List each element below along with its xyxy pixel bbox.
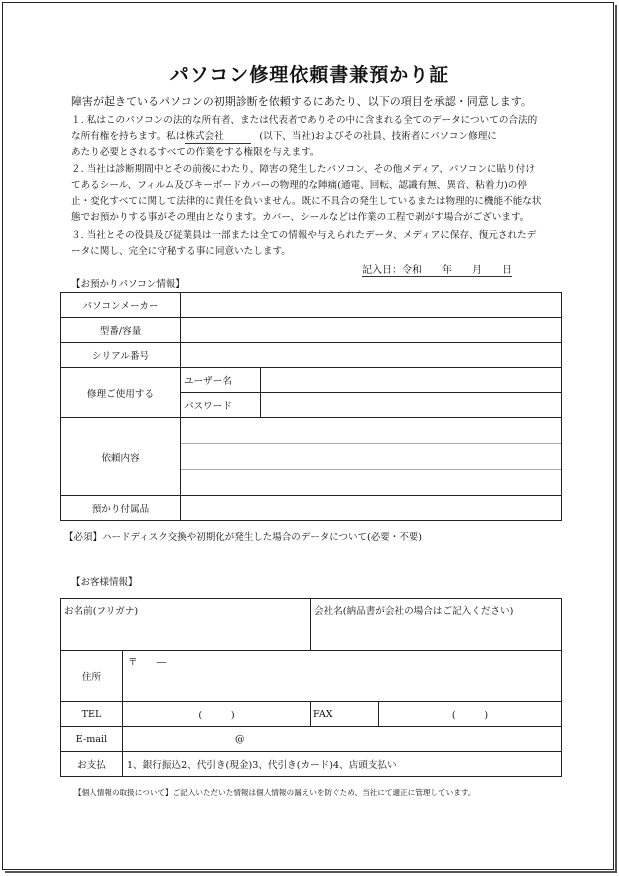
accessories-field[interactable] <box>181 496 562 521</box>
request-field[interactable] <box>181 418 562 496</box>
company-prefix: 株式会社 <box>185 131 224 142</box>
pc-section-heading: 【お預かりパソコン情報】 <box>71 279 185 290</box>
company-field[interactable] <box>311 599 562 651</box>
email-label: E-mail <box>61 727 123 752</box>
fax-format: ( ) <box>451 710 489 721</box>
payment-label: お支払 <box>61 752 123 777</box>
name-label: お名前(フリガナ) <box>64 606 139 617</box>
name-field[interactable] <box>61 599 311 651</box>
payment-field[interactable] <box>123 752 562 777</box>
clause1-line2-a: な所有権を持ちます。私は <box>71 131 186 142</box>
request-line-2 <box>181 469 561 470</box>
company-label: 会社名(納品書が会社の場合はご記入ください) <box>314 606 514 617</box>
clause2-line4: 態でお預かりする事がその理由となります。カバー、シールなどは作業の工程で剥がす場合がございます。 <box>71 212 530 223</box>
repair-use-label: 修理ご使用する <box>61 368 181 418</box>
clause2-line3: 止・変化すべてに関して法律的に責任を負いません。既に不具合の発生しているまたは物理的に機能不能な状 <box>71 196 542 207</box>
password-field[interactable] <box>261 393 562 418</box>
username-field[interactable] <box>261 368 562 393</box>
tel-field[interactable] <box>123 702 311 727</box>
request-label: 依頼内容 <box>61 418 181 496</box>
model-label: 型番/容量 <box>61 318 181 343</box>
document-title: パソコン修理依頼書兼預かり証 <box>169 64 450 86</box>
clause1-line3: あたり必要とされるすべての作業をする権限を与えます。 <box>71 147 320 158</box>
postal-mark: 〒 ― <box>128 657 167 668</box>
clause3-line2: ータに関し、完全に守秘する事に同意いたします。 <box>71 246 291 257</box>
email-at: @ <box>235 733 245 745</box>
privacy-note: 【個人情報の取扱について】ご記入いただいた情報は個人情報の漏えいを防ぐため、当社にて適正に管理しています。 <box>74 788 476 797</box>
pc-info-table <box>60 292 562 521</box>
tel-format: ( ) <box>198 710 235 721</box>
username-label: ユーザー名 <box>181 368 261 393</box>
clause2-line2: てあるシール、フィルム及びキーボードカバーの物理的な陣痛(通電、回転、認識有無、異音、粘着力)の停 <box>71 180 527 191</box>
customer-info-table <box>60 598 562 777</box>
fax-label: FAX <box>311 702 379 727</box>
address-label: 住所 <box>61 651 123 702</box>
clause1-line1: １. 私はこのパソコンの法的な所有者、または代表者でありその中に含まれる全てのデータについての合法的 <box>71 115 538 126</box>
clause1-line2 <box>71 129 556 145</box>
tel-label: TEL <box>61 702 123 727</box>
fax-field[interactable] <box>379 702 562 727</box>
serial-label: シリアル番号 <box>61 343 181 368</box>
company-name-field[interactable] <box>185 131 251 144</box>
maker-label: パソコンメーカー <box>61 293 181 318</box>
customer-section-heading: 【お客様情報】 <box>71 577 138 588</box>
serial-field[interactable] <box>181 343 562 368</box>
model-field[interactable] <box>181 318 562 343</box>
clause3-line1: ３. 当社とその役員及び従業員は一部または全ての情報や与えられたデータ、メディアに保存、復元されたデ <box>71 230 537 241</box>
accessories-label: 預かり付属品 <box>61 496 181 521</box>
email-field[interactable] <box>123 727 562 752</box>
address-field[interactable] <box>123 651 562 702</box>
clause1-line2-b: (以下、当社)およびその社員、技術者にパソコン修理に <box>259 131 497 142</box>
payment-options: 1、銀行振込2、代引き(現金)3、代引き(カード)4、店頭支払い <box>127 760 397 771</box>
password-label: パスワード <box>181 393 261 418</box>
date-field[interactable] <box>362 261 512 276</box>
intro-text: 障害が起きているパソコンの初期診断を依頼するにあたり、以下の項目を承認・同意します。 <box>71 95 532 108</box>
date-label: 記入日：令和 年 月 日 <box>362 265 512 276</box>
maker-field[interactable] <box>181 293 562 318</box>
required-note: 【必須】ハードディスク交換や初期化が発生した場合のデータについて(必要・不要) <box>64 532 422 543</box>
clause2-line1: ２. 当社は診断期間中とその前後にわたり、障害の発生したパソコン、その他メディア、パソコンに貼り付け <box>71 164 535 175</box>
request-line-1 <box>181 443 561 444</box>
